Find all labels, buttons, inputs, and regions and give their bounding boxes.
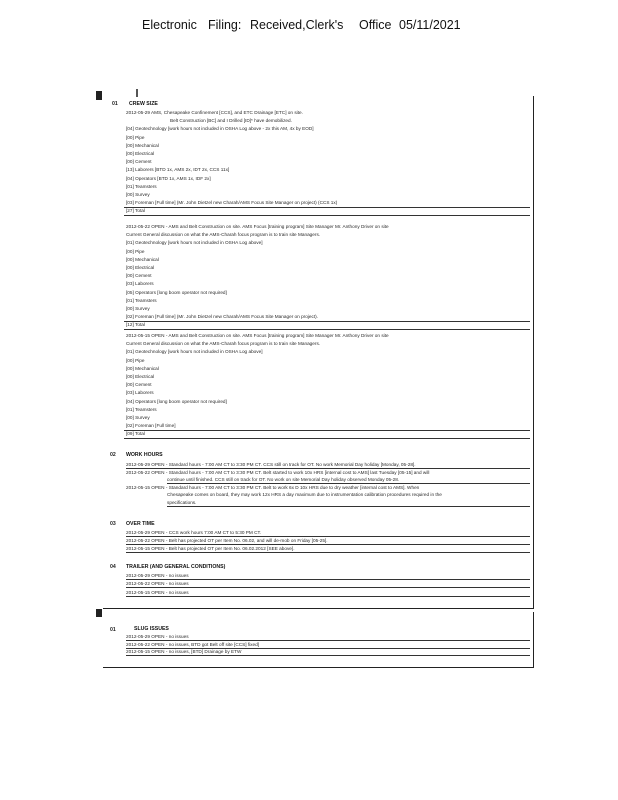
crew-line: [09] Total [126, 431, 145, 437]
document-line: continue until finished. CCS still on track for OT. No work on site Memorial Day holiday observed Monday 05-28. [167, 477, 400, 483]
crew-line: [00] Electrical [126, 374, 155, 379]
scan-corner-mark-lower [96, 609, 102, 617]
crew-line: [13] Laborers [BTD 1x, AMS 2x, IDT 2x, CCS 11x] [126, 167, 230, 173]
header-word-electronic: Electronic [142, 18, 197, 32]
crew-line: [01] Teamsters [126, 183, 157, 189]
document-line: 2012-05-15 OPEN - no issues, [BTD] Drainage by ETW [126, 649, 242, 655]
crew-line: 2012-05-22 OPEN - AMS and Belt Construction on site. AMS Focus [training program] Site Manager Mr. Anthony Driver on site [126, 224, 389, 229]
crew-line: [00] Pipe [126, 248, 145, 254]
section-title-hours: WORK HOURS [126, 452, 163, 458]
document-line: 2012-05-29 OPEN - no issues [126, 573, 189, 578]
row-divider [124, 207, 530, 208]
header-word-office: Office [359, 18, 392, 32]
crew-line: [12] Total [126, 322, 145, 328]
row-divider [126, 596, 530, 597]
section-title-crew: CREW SIZE [129, 101, 158, 107]
crew-line: [00] Survey [126, 192, 150, 197]
document-line: 2012-05-15 OPEN - no issues [126, 589, 189, 595]
row-divider [126, 587, 530, 588]
document-line: 2012-05-29 OPEN - Standard hours - 7:00 AM CT to 3:30 PM CT. CCS still on track for OT. No work Memorial Day holiday [Monday, 05-28]. [126, 462, 416, 467]
crew-line: [00] Cement [126, 382, 152, 388]
crew-line: [01] Geotechnology [work hours not included in OSHA Log above] [126, 240, 263, 246]
document-line: Chesapeake comes on board, they may work 12x HRS a day maximum due to instrumentation calibration procedures required in the [167, 492, 442, 498]
crew-line: [00] Mechanical [126, 256, 159, 262]
crew-line: [01] Geotechnology [work hours not included in OSHA Log above] [126, 349, 263, 355]
section-number-overtime: 03 [110, 521, 116, 527]
crew-line: [04] Geotechnology [work hours not included in OSHA Log above - 2x this AM, 4x by EOD] [126, 126, 314, 132]
crew-line: [00] Pipe [126, 134, 145, 140]
crew-line: [01] Teamsters [126, 297, 157, 303]
crew-line: [00] Cement [126, 159, 152, 165]
crew-line: [00] Survey [126, 306, 150, 311]
section-number-hours: 02 [110, 452, 116, 458]
row-divider [124, 321, 530, 322]
crew-line: [03] Foreman [Full time] (Mr. John Dietzel new Charah/AMS Focus Site Manager on project) (CCS 1x) [126, 200, 338, 206]
row-divider [124, 438, 530, 439]
document-line: 2012-05-29 OPEN - CCS work hours 7:00 AM CT to 5:30 PM CT. [126, 530, 262, 535]
header-date: 05/11/2021 [399, 18, 461, 32]
crew-line: [00] Mechanical [126, 365, 159, 371]
document-line: specifications. [167, 500, 197, 505]
crew-line: [00] Cement [126, 273, 152, 279]
row-divider [126, 544, 530, 545]
section-title-lower: SLUG ISSUES [134, 626, 169, 632]
crew-line: [04] Operators [long boom operator not required] [126, 398, 227, 404]
row-divider [124, 430, 530, 431]
row-divider [126, 536, 530, 537]
crew-line: [00] Electrical [126, 151, 155, 156]
row-divider [126, 552, 530, 553]
crew-line: Current General discussion on what the AMS-Charah focus program is to train site Managers. [126, 232, 321, 238]
row-divider [167, 506, 530, 507]
crew-line: [27] Total [126, 208, 145, 214]
crew-line: [00] Electrical [126, 265, 155, 270]
document-line: 2012-05-22 OPEN - no issues, BTD got Belt off site [CCS] fixed] [126, 641, 260, 647]
crew-line: [02] Foreman [Full time] [126, 423, 176, 429]
section-title-overtime: OVER TIME [126, 521, 155, 527]
section-number-crew: 01 [112, 101, 118, 107]
crew-line: [00] Pipe [126, 357, 145, 363]
document-line: 2012-05-22 OPEN - Belt has projected OT per Item No. 06.02, and will de-mob on Friday [05-25]. [126, 538, 328, 544]
section-number-trailer: 04 [110, 564, 116, 570]
crew-line: [01] Teamsters [126, 406, 157, 412]
crew-line: [03] Laborers [126, 390, 154, 396]
document-line: 2012-05-22 OPEN - Standard hours - 7:00 AM CT to 3:30 PM CT. Belt started to work 10x HRS [internal cost to AMS] last Tuesday [05-15] and will [126, 469, 430, 475]
header-word-filing: Filing: [208, 18, 242, 32]
row-divider [124, 329, 530, 330]
crew-line: Belt Construction [BC] and I Drilled [ID]* have demobilized. [170, 118, 292, 124]
document-line: 2012-05-15 OPEN - Belt has projected OT per Item No. 06.02.2012 [SEE above]. [126, 546, 295, 552]
document-line: 2012-05-15 OPEN - Standard hours - 7:00 AM CT to 3:30 PM CT. Belt to work 6x D 10x HRS due to dry weather [internal cost to AMS]. When [126, 484, 420, 490]
section-title-trailer: TRAILER (AND GENERAL CONDITIONS) [126, 564, 226, 570]
crew-line: 2012-05-29 AMS, Chesapeake Confinement [CCS], and ETC Drainage [ETC] on site. [126, 110, 303, 115]
row-divider [126, 655, 530, 656]
crew-line: [00] Mechanical [126, 142, 159, 148]
crew-line: [03] Laborers [126, 281, 154, 287]
crew-line: [04] Operators [BTD 1x, AMS 1x, IDF 2x] [126, 175, 211, 181]
crew-line: Current General discussion on what the AMS-Charah focus program is to train site Managers. [126, 341, 321, 347]
row-divider [124, 215, 530, 216]
crew-line: [02] Foreman [Full time] (Mr. John Dietzel new Charah/AMS Focus Site Manager on project). [126, 314, 319, 320]
filing-header [0, 18, 618, 38]
crew-line: 2012-05-15 OPEN - AMS and Belt Construction on site. AMS Focus [training program] Site Manager Mr. Anthony Driver on site [126, 333, 389, 338]
scan-corner-mark [96, 91, 102, 100]
header-word-received: Received,Clerk's [250, 18, 344, 32]
row-divider [126, 579, 530, 580]
document-line: 2012-05-22 OPEN - no issues [126, 581, 189, 587]
crew-line: [00] Survey [126, 415, 150, 420]
section-number-lower: 01 [110, 627, 116, 633]
crew-line: [05] Operators [long boom operator not required] [126, 289, 227, 295]
document-line: 2012-05-29 OPEN - no issues [126, 634, 189, 639]
